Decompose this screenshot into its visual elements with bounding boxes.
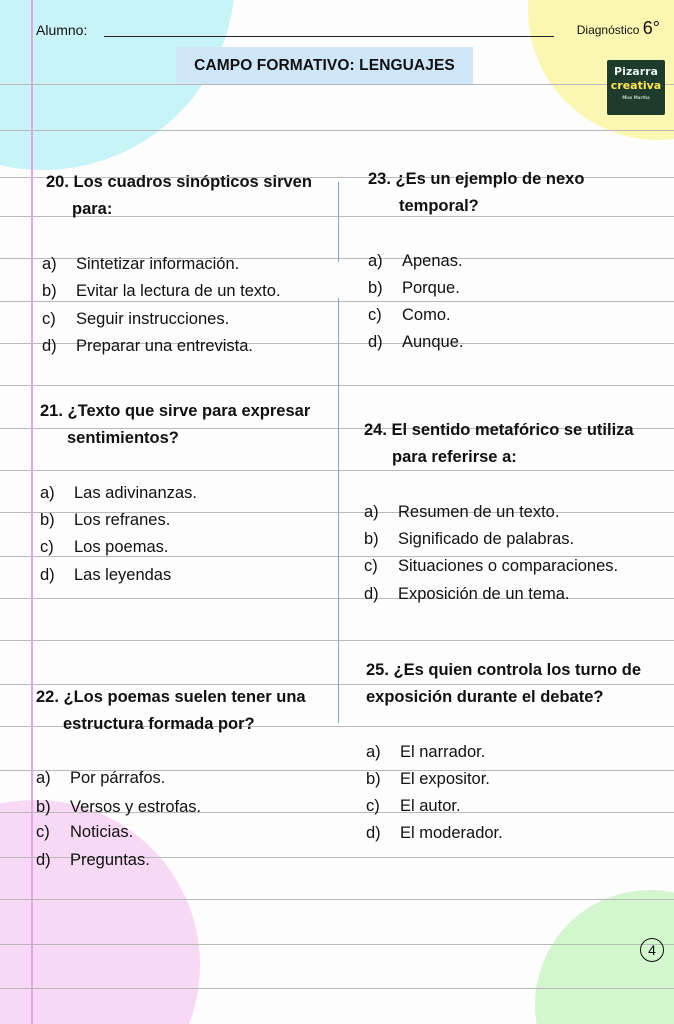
option-letter: c) bbox=[42, 310, 56, 328]
option-letter: d) bbox=[36, 851, 51, 869]
section-banner: CAMPO FORMATIVO: LENGUAJES bbox=[176, 47, 473, 84]
option-letter: b) bbox=[368, 279, 383, 297]
option-letter: d) bbox=[40, 566, 55, 584]
ruled-line bbox=[0, 988, 674, 989]
question-title-line: sentimientos? bbox=[67, 429, 179, 447]
option-text: Preparar una entrevista. bbox=[76, 337, 254, 355]
option-text: El narrador. bbox=[400, 743, 486, 761]
option-letter: b) bbox=[40, 511, 55, 529]
question-25 bbox=[366, 657, 641, 711]
option-text: Seguir instrucciones. bbox=[76, 310, 230, 328]
option-text: El expositor. bbox=[400, 770, 490, 788]
question-title bbox=[366, 657, 641, 711]
answer-option[interactable] bbox=[40, 480, 197, 507]
answer-option[interactable] bbox=[364, 553, 618, 580]
option-text: Situaciones o comparaciones. bbox=[398, 557, 619, 575]
option-text: Versos y estrofas. bbox=[70, 798, 202, 816]
option-letter: a) bbox=[40, 484, 55, 502]
ruled-line bbox=[0, 385, 674, 386]
answer-option[interactable] bbox=[36, 847, 150, 874]
logo-line-2: creativa bbox=[610, 79, 662, 92]
student-name-label: Alumno: bbox=[36, 22, 88, 38]
answer-option[interactable] bbox=[36, 765, 165, 792]
ruled-line bbox=[0, 84, 674, 85]
answer-option[interactable] bbox=[366, 739, 485, 766]
answer-option[interactable] bbox=[42, 278, 281, 305]
answer-option[interactable] bbox=[366, 793, 461, 820]
answer-option[interactable] bbox=[366, 820, 503, 847]
ruled-line bbox=[0, 899, 674, 900]
option-text: Porque. bbox=[402, 279, 460, 297]
answer-option[interactable] bbox=[368, 302, 451, 329]
answer-option[interactable] bbox=[368, 248, 463, 275]
option-letter: d) bbox=[368, 333, 383, 351]
option-text: El moderador. bbox=[400, 824, 503, 842]
option-letter: b) bbox=[36, 798, 51, 816]
option-letter: a) bbox=[364, 503, 379, 521]
option-letter: d) bbox=[364, 585, 379, 603]
ruled-line bbox=[0, 130, 674, 131]
answer-option[interactable] bbox=[368, 275, 460, 302]
answer-option[interactable] bbox=[36, 819, 133, 846]
option-letter: b) bbox=[366, 770, 381, 788]
option-text: Apenas. bbox=[402, 252, 463, 270]
option-letter: a) bbox=[36, 769, 51, 787]
option-letter: b) bbox=[364, 530, 379, 548]
question-title-line: 23. ¿Es un ejemplo de nexo bbox=[368, 170, 585, 188]
ruled-line bbox=[0, 598, 674, 599]
option-text: Aunque. bbox=[402, 333, 464, 351]
question-title-line: temporal? bbox=[399, 197, 479, 215]
question-title-line: 24. El sentido metafórico se utiliza bbox=[364, 421, 634, 439]
question-title bbox=[36, 684, 306, 738]
option-text: El autor. bbox=[400, 797, 461, 815]
answer-option[interactable] bbox=[40, 507, 170, 534]
option-text: Sintetizar información. bbox=[76, 255, 240, 273]
logo-line-3: Miss Martha bbox=[622, 95, 650, 100]
answer-option[interactable] bbox=[42, 251, 239, 278]
answer-option[interactable] bbox=[42, 306, 229, 333]
question-title-line: 21. ¿Texto que sirve para expresar bbox=[40, 402, 311, 420]
answer-option[interactable] bbox=[40, 562, 171, 589]
option-text: Noticias. bbox=[70, 823, 134, 841]
answer-option[interactable] bbox=[368, 329, 463, 356]
answer-option[interactable] bbox=[40, 534, 168, 561]
question-22 bbox=[36, 684, 306, 738]
question-title-line: exposición durante el debate? bbox=[366, 688, 604, 706]
column-divider bbox=[338, 298, 339, 723]
header bbox=[36, 18, 666, 48]
question-20 bbox=[46, 169, 312, 223]
question-title bbox=[368, 166, 584, 220]
pizarra-creativa-logo bbox=[607, 60, 665, 115]
option-text: Resumen de un texto. bbox=[398, 503, 560, 521]
ruled-line bbox=[0, 640, 674, 641]
option-letter: a) bbox=[368, 252, 383, 270]
option-text: Los poemas. bbox=[74, 538, 169, 556]
answer-option[interactable] bbox=[364, 499, 559, 526]
option-text: Como. bbox=[402, 306, 451, 324]
diagnostic-label bbox=[577, 18, 660, 39]
question-21 bbox=[40, 398, 310, 452]
option-letter: c) bbox=[36, 823, 50, 841]
option-text: Las adivinanzas. bbox=[74, 484, 197, 502]
diagnostic-text: Diagnóstico bbox=[576, 23, 640, 37]
answer-option[interactable] bbox=[36, 794, 201, 821]
option-letter: a) bbox=[42, 255, 57, 273]
option-letter: d) bbox=[42, 337, 57, 355]
answer-option[interactable] bbox=[42, 333, 253, 360]
grade-label: 6° bbox=[642, 18, 660, 38]
logo-line-1: Pizarra bbox=[614, 65, 658, 78]
question-title-line: estructura formada por? bbox=[63, 715, 255, 733]
option-letter: c) bbox=[368, 306, 382, 324]
question-title-line: para: bbox=[72, 200, 113, 218]
page-number: 4 bbox=[640, 938, 664, 962]
margin-line bbox=[31, 0, 33, 1024]
option-letter: b) bbox=[42, 282, 57, 300]
option-text: Por párrafos. bbox=[70, 769, 166, 787]
question-24 bbox=[364, 417, 634, 471]
option-text: Exposición de un tema. bbox=[398, 585, 570, 603]
option-text: Evitar la lectura de un texto. bbox=[76, 282, 281, 300]
option-letter: c) bbox=[366, 797, 380, 815]
question-title-line: 20. Los cuadros sinópticos sirven bbox=[46, 173, 312, 191]
option-letter: c) bbox=[364, 557, 378, 575]
answer-option[interactable] bbox=[364, 526, 574, 553]
question-title-line: para referirse a: bbox=[392, 448, 517, 466]
column-divider bbox=[338, 182, 339, 262]
option-text: Las leyendas bbox=[74, 566, 172, 584]
ruled-line bbox=[0, 944, 674, 945]
question-title bbox=[40, 398, 310, 452]
option-text: Significado de palabras. bbox=[398, 530, 575, 548]
question-title bbox=[364, 417, 634, 471]
student-name-field[interactable] bbox=[104, 36, 554, 37]
option-letter: c) bbox=[40, 538, 54, 556]
question-title-line: 25. ¿Es quien controla los turno de bbox=[366, 661, 642, 679]
option-letter: a) bbox=[366, 743, 381, 761]
question-23 bbox=[368, 166, 584, 220]
answer-option[interactable] bbox=[364, 581, 570, 608]
option-letter: d) bbox=[366, 824, 381, 842]
question-title-line: 22. ¿Los poemas suelen tener una bbox=[36, 688, 306, 706]
option-text: Los refranes. bbox=[74, 511, 171, 529]
answer-option[interactable] bbox=[366, 766, 490, 793]
question-title bbox=[46, 169, 312, 223]
option-text: Preguntas. bbox=[70, 851, 150, 869]
